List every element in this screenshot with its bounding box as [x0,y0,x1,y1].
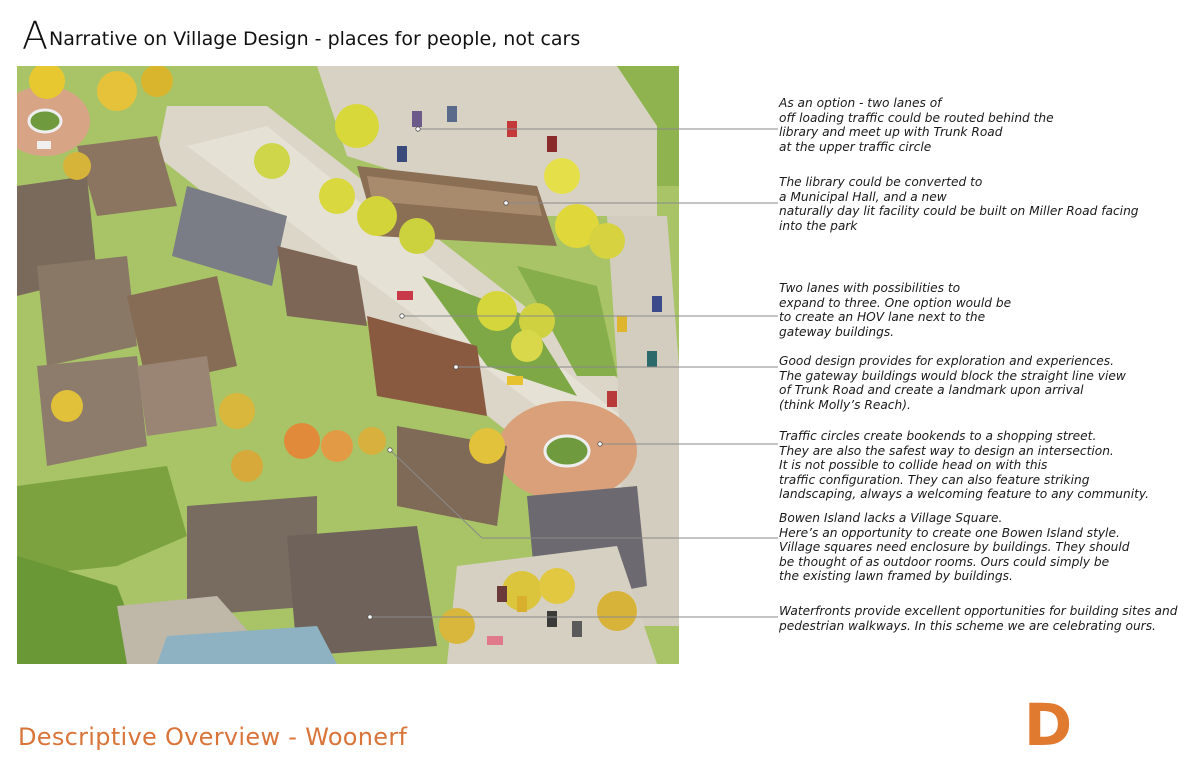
annotation-library: The library could be converted to a Municipal Hall, and a new naturally day lit facility could be built on Miller Road facing into the park [779,175,1139,233]
footer-title: Descriptive Overview - Woonerf [18,723,408,751]
page-title [22,14,580,58]
annotation-lanes: Two lanes with possibilities to expand to three. One option would be to create an HOV lane next to the gateway buildings. [779,281,1012,339]
title-text: Narrative on Village Design - places for people, not cars [49,28,581,50]
annotation-waterfronts: Waterfronts provide excellent opportunities for building sites and pedestrian walkways. In this scheme we are celebrating ours. [779,604,1178,633]
annotation-traffic-circles: Traffic circles create bookends to a shopping street. They are also the safest way to design an intersection. It is not possible to collide head on with this traffic configuration. They can also feature striking landscaping, always a welcoming feature to any community. [779,429,1150,502]
village-illustration [17,66,679,664]
section-letter: D [1024,691,1073,759]
annotation-good-design: Good design provides for exploration and experiences. The gateway buildings would block the straight line view of Trunk Road and create a landmark upon arrival (think Molly’s Reach). [779,354,1126,412]
annotation-village-square: Bowen Island lacks a Village Square. Here’s an opportunity to create one Bowen Island style. Village squares need enclosure by buildings. They should be thought of as outdoor rooms. Ours could simply be the existing lawn framed by buildings. [779,511,1130,584]
title-initial: A [22,14,47,58]
annotation-traffic-routing: As an option - two lanes of off loading traffic could be routed behind the library and meet up with Trunk Road at the upper traffic circle [779,96,1054,154]
